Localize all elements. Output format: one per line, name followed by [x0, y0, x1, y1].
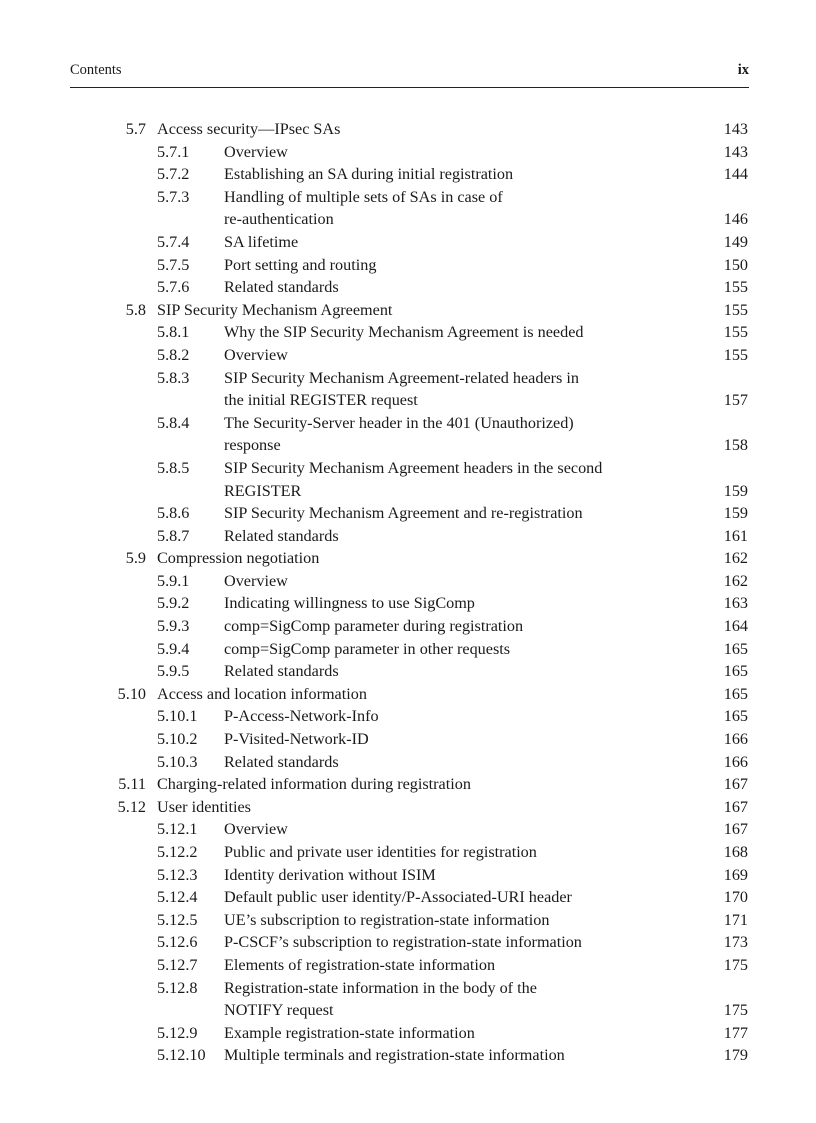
toc-entry-number: 5.12.3: [157, 865, 198, 884]
toc-entry-title: REGISTER: [224, 481, 302, 500]
toc-entry: [0, 615, 816, 638]
toc-entry-number: 5.9: [125, 549, 146, 568]
toc-entry-page: 161: [723, 526, 748, 545]
toc-entry: [0, 931, 816, 954]
toc-entry-page: 179: [723, 1046, 748, 1065]
toc-entry: [0, 276, 816, 299]
toc-entry-number: 5.8.4: [157, 413, 190, 432]
toc-entry: [0, 841, 816, 864]
toc-entry-number: 5.8.1: [157, 323, 190, 342]
toc-entry: [0, 638, 816, 661]
toc-entry-page: 165: [723, 707, 748, 726]
toc-entry-title: Multiple terminals and registration-state information: [224, 1046, 565, 1065]
toc-entry: [0, 818, 816, 841]
toc-entry-number: 5.7.1: [157, 142, 190, 161]
toc-entry-title: SIP Security Mechanism Agreement: [157, 300, 393, 319]
toc-entry-title: P-Access-Network-Info: [224, 707, 379, 726]
toc-entry-number: 5.7.5: [157, 255, 190, 274]
toc-entry-title: comp=SigComp parameter in other requests: [224, 639, 511, 658]
toc-entry-page: 177: [723, 1023, 748, 1042]
running-header: [70, 62, 749, 88]
toc-entry-page: 143: [723, 120, 748, 138]
toc-entry-number: 5.7.2: [157, 165, 190, 184]
toc-entry: [0, 299, 816, 322]
toc-entry-number: 5.9.1: [157, 571, 190, 590]
toc-entry-page: 157: [723, 391, 748, 410]
toc-entry-number: 5.12.4: [157, 888, 198, 907]
toc-entry: [0, 480, 816, 503]
toc-entry: [0, 773, 816, 796]
toc-entry: [0, 864, 816, 887]
toc-entry-number: 5.8.5: [157, 458, 190, 477]
toc-entry-title: Registration-state information in the body of the: [224, 978, 537, 997]
toc-entry: [0, 502, 816, 525]
toc-entry-page: 150: [723, 255, 748, 274]
toc-entry-title: User identities: [157, 797, 251, 816]
toc-entry-page: 166: [723, 730, 748, 749]
toc-entry-page: 165: [723, 662, 748, 681]
toc-entry-number: 5.10.1: [157, 707, 198, 726]
toc-entry-number: 5.7: [125, 120, 146, 138]
toc-entry-title: Access security—IPsec SAs: [157, 120, 341, 138]
toc-entry-title: NOTIFY request: [224, 1001, 334, 1020]
toc-entry-title: Charging-related information during registration: [157, 775, 471, 794]
toc-entry-page: 167: [723, 775, 748, 794]
toc-entry-title: The Security-Server header in the 401 (Unauthorized): [224, 413, 574, 432]
toc-entry: [0, 886, 816, 909]
toc-entry-number: 5.10.2: [157, 730, 198, 749]
toc-entry-title: Why the SIP Security Mechanism Agreement is needed: [224, 323, 584, 342]
toc-entry-number: 5.7.4: [157, 232, 190, 251]
toc-entry-number: 5.9.3: [157, 617, 190, 636]
toc-entry: [0, 954, 816, 977]
toc-entry: [0, 728, 816, 751]
toc-entry: [0, 367, 816, 390]
toc-entry-number: 5.9.2: [157, 594, 190, 613]
toc-entry-number: 5.12.5: [157, 910, 198, 929]
toc-entry: [0, 1022, 816, 1045]
toc-entry-title: Port setting and routing: [224, 255, 377, 274]
toc-entry: [0, 118, 816, 141]
toc-entry-page: 175: [723, 1001, 748, 1020]
toc-entry: [0, 186, 816, 209]
toc-entry-title: Identity derivation without ISIM: [224, 865, 436, 884]
toc-entry-page: 173: [723, 933, 748, 952]
toc-entry-number: 5.12.10: [157, 1046, 206, 1065]
toc-entry: [0, 163, 816, 186]
toc-entry: [0, 208, 816, 231]
toc-entry-page: 159: [723, 504, 748, 523]
toc-entry: [0, 570, 816, 593]
toc-entry: [0, 660, 816, 683]
toc-entry-page: 155: [723, 300, 748, 319]
toc-entry-title: Establishing an SA during initial registration: [224, 165, 514, 184]
toc-entry-number: 5.12: [117, 797, 146, 816]
toc-entry-page: 146: [723, 210, 748, 229]
toc-entry: [0, 141, 816, 164]
toc-entry-page: 165: [723, 684, 748, 703]
toc-entry-page: 144: [723, 165, 748, 184]
toc-entry-number: 5.8.6: [157, 504, 190, 523]
toc-entry-title: Public and private user identities for registration: [224, 843, 537, 861]
toc-entry-title: P-CSCF’s subscription to registration-state information: [224, 933, 582, 952]
toc-entry-number: 5.11: [118, 775, 146, 794]
toc-entry-title: SIP Security Mechanism Agreement-related headers in: [224, 368, 579, 387]
toc-entry-title: Handling of multiple sets of SAs in case of: [224, 187, 503, 206]
toc-entry: [0, 389, 816, 412]
toc-entry: [0, 977, 816, 1000]
toc-entry-number: 5.12.1: [157, 820, 198, 839]
toc-entry-page: 162: [723, 549, 748, 568]
page-number: ix: [737, 62, 749, 78]
toc-entry-page: 166: [723, 752, 748, 771]
toc-entry-number: 5.8.2: [157, 345, 190, 364]
toc-entry-page: 162: [723, 571, 748, 590]
running-header-title: Contents: [70, 62, 122, 78]
toc-entry-number: 5.12.6: [157, 933, 198, 952]
toc-entry-page: 167: [723, 797, 748, 816]
toc-entry-title: SIP Security Mechanism Agreement and re-registration: [224, 504, 583, 523]
toc-entry-title: Overview: [224, 345, 288, 364]
toc-entry-page: 155: [723, 345, 748, 364]
toc-entry: [0, 231, 816, 254]
toc-entry-title: P-Visited-Network-ID: [224, 730, 369, 749]
toc-entry-page: 158: [723, 436, 748, 455]
toc-entry: [0, 434, 816, 457]
toc-entry: [0, 705, 816, 728]
toc-entry: [0, 547, 816, 570]
toc-entry-title: Access and location information: [157, 684, 367, 703]
toc-entry-number: 5.12.7: [157, 955, 198, 974]
toc-entry-title: UE’s subscription to registration-state information: [224, 910, 550, 929]
toc-entry-page: 169: [723, 865, 748, 884]
toc-entry-title: Example registration-state information: [224, 1023, 475, 1042]
toc-entry-number: 5.8: [125, 300, 146, 319]
toc-entry-page: 163: [723, 594, 748, 613]
toc-entry: [0, 525, 816, 548]
toc-entry-page: 159: [723, 481, 748, 500]
toc-entry-title: Overview: [224, 571, 288, 590]
toc-entry: [0, 796, 816, 819]
toc-entry-number: 5.9.5: [157, 662, 190, 681]
toc-entry-title: SA lifetime: [224, 232, 299, 251]
toc-entry-title: re-authentication: [224, 210, 334, 229]
toc-entry: [0, 909, 816, 932]
toc-entry: [0, 321, 816, 344]
toc-entry-page: 165: [723, 639, 748, 658]
toc-entry: [0, 412, 816, 435]
toc-entry-title: Overview: [224, 820, 288, 839]
toc-entry-page: 170: [723, 888, 748, 907]
toc-entry-title: response: [224, 436, 281, 455]
toc-entry-page: 155: [723, 278, 748, 297]
toc-entry-number: 5.12.9: [157, 1023, 198, 1042]
toc-entry-number: 5.9.4: [157, 639, 190, 658]
toc-entry-title: the initial REGISTER request: [224, 391, 418, 410]
toc-entry-title: Overview: [224, 142, 288, 161]
toc-entry-title: Default public user identity/P-Associated-URI header: [224, 888, 572, 907]
toc-entry-title: Related standards: [224, 752, 339, 771]
toc-entry-page: 175: [723, 955, 748, 974]
toc-entry: [0, 1044, 816, 1067]
toc-entry-number: 5.10: [117, 684, 146, 703]
toc-entry-title: Indicating willingness to use SigComp: [224, 594, 475, 613]
toc-entry: [0, 457, 816, 480]
toc-entry-number: 5.8.7: [157, 526, 190, 545]
toc-entry-page: 171: [723, 910, 748, 929]
toc-entry-page: 155: [723, 323, 748, 342]
toc-entry-number: 5.7.6: [157, 278, 190, 297]
toc-entry: [0, 999, 816, 1022]
toc-entry-title: Related standards: [224, 278, 339, 297]
toc-entry: [0, 344, 816, 367]
toc-entry: [0, 751, 816, 774]
toc-entry-title: Compression negotiation: [157, 549, 320, 568]
toc-entry-number: 5.10.3: [157, 752, 198, 771]
toc-entry: [0, 592, 816, 615]
toc-entry-page: 143: [723, 142, 748, 161]
toc-entry-number: 5.8.3: [157, 368, 190, 387]
toc-entry-page: 149: [723, 232, 748, 251]
toc-entry-title: Elements of registration-state information: [224, 955, 496, 974]
toc-entry: [0, 254, 816, 277]
toc-entry-number: 5.12.2: [157, 843, 198, 861]
toc-entry-page: 164: [723, 617, 748, 636]
table-of-contents: [0, 118, 816, 1067]
toc-entry-title: comp=SigComp parameter during registration: [224, 617, 524, 636]
toc-entry-number: 5.12.8: [157, 978, 198, 997]
toc-entry: [0, 683, 816, 706]
toc-entry-title: SIP Security Mechanism Agreement headers in the second: [224, 458, 603, 477]
toc-entry-title: Related standards: [224, 526, 339, 545]
toc-entry-title: Related standards: [224, 662, 339, 681]
header-rule: [70, 87, 749, 88]
toc-entry-number: 5.7.3: [157, 187, 190, 206]
toc-entry-page: 167: [723, 820, 748, 839]
toc-entry-page: 168: [723, 843, 748, 861]
